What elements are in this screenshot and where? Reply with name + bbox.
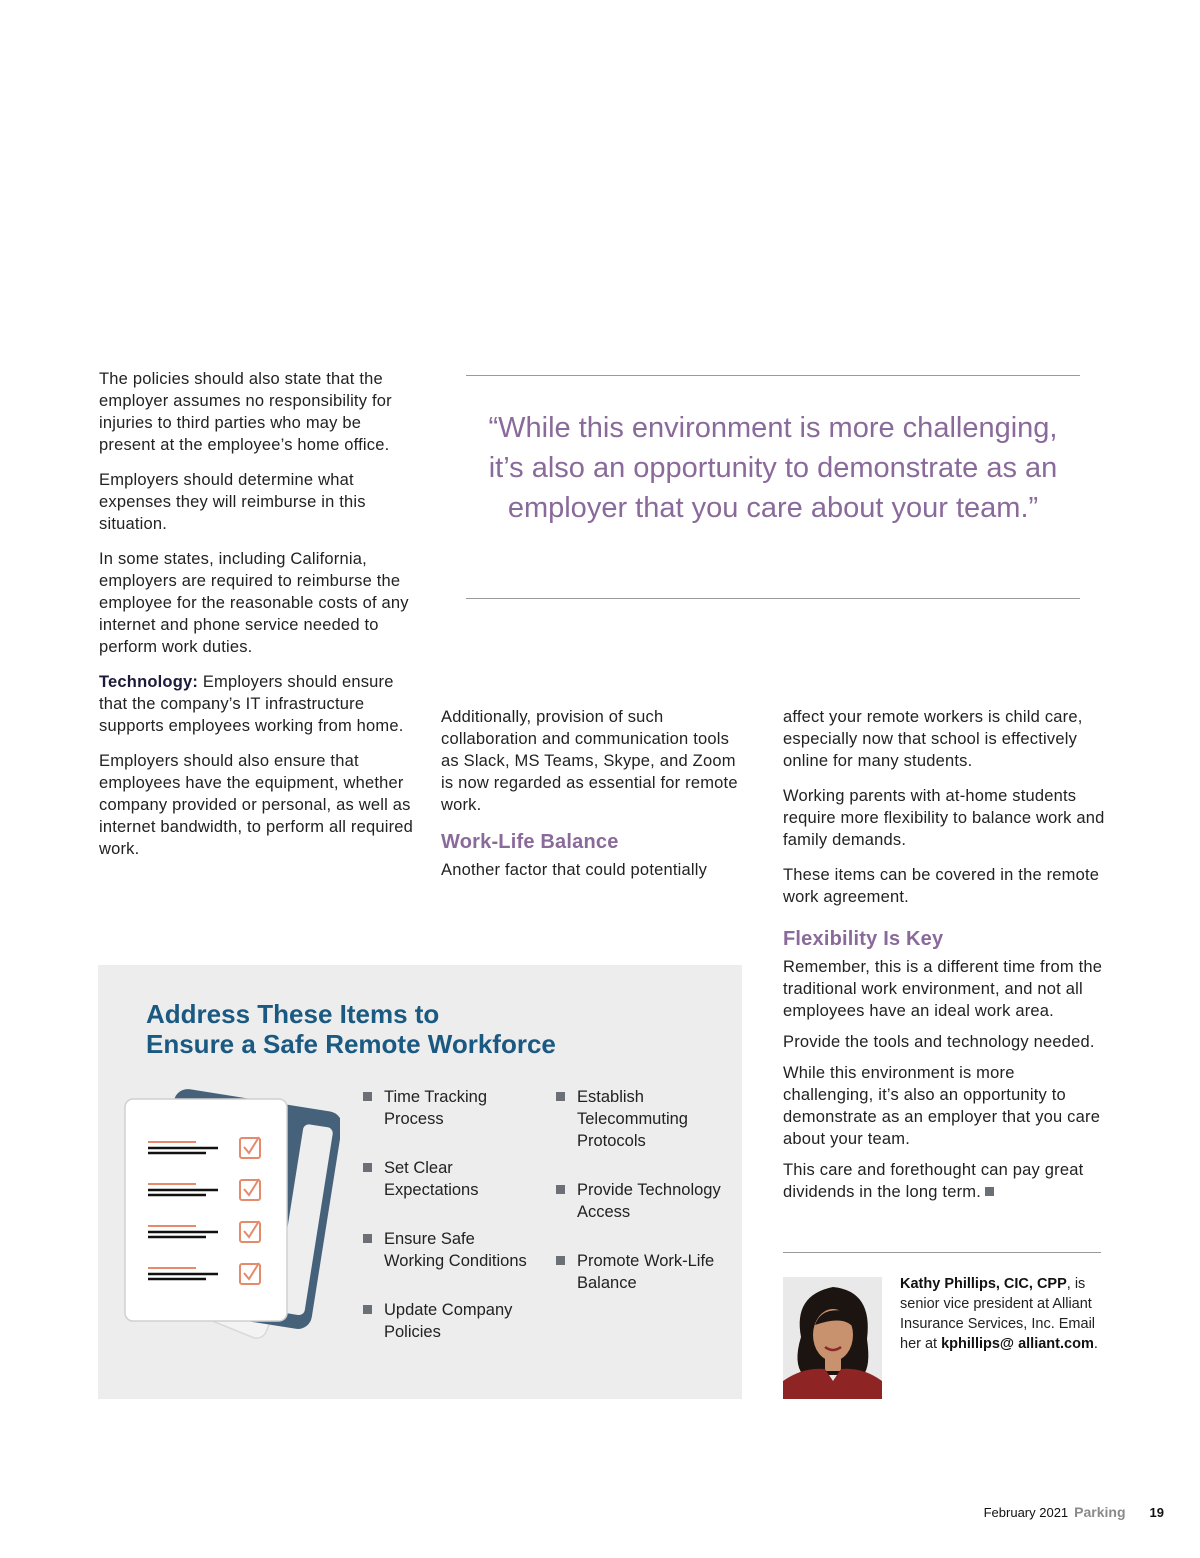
bullet-square-icon [556, 1256, 565, 1265]
section-heading: Work-Life Balance [441, 831, 619, 853]
pull-quote-text: “While this environment is more challenging, it’s also an opportunity to demonstrate as an employer that you care about your team.” [488, 412, 1058, 524]
sidebar-title-line: Address These Items to [146, 999, 440, 1029]
paragraph: Employers should determine what expenses they will reimburse in this situation. [99, 471, 366, 533]
paragraph: affect your remote workers is child care, especially now that school is effectively online for many students. [783, 708, 1083, 770]
checklist-item: Provide Technology Access [554, 1179, 729, 1223]
page-footer [984, 1503, 1164, 1522]
magazine-name: Parking [1074, 1504, 1126, 1520]
sidebar-box [98, 965, 742, 1399]
article-column-2 [441, 706, 741, 894]
paragraph: Remember, this is a different time from the traditional work environment, and not all employees have an ideal work area. [783, 958, 1103, 1020]
section-heading: Flexibility Is Key [783, 928, 944, 950]
paragraph: In some states, including California, employers are required to reimburse the employee for the reasonable costs of any internet and phone service needed to perform work duties. [99, 550, 409, 656]
paragraph: Another factor that could potentially [441, 861, 708, 879]
checklist-item: Promote Work-Life Balance [554, 1250, 729, 1294]
paragraph: Additionally, provision of such collaboration and communication tools as Slack, MS Teams, Skype, and Zoom is now regarded as essential for remote work. [441, 708, 738, 814]
paragraph-text: This care and forethought can pay great dividends in the long term. [783, 1161, 1084, 1201]
article-column-3 [783, 706, 1108, 1216]
sidebar-title-line: Ensure a Safe Remote Workforce [146, 1029, 556, 1059]
paragraph: Provide the tools and technology needed. [783, 1033, 1095, 1051]
bullet-square-icon [363, 1234, 372, 1243]
page-number: 19 [1149, 1505, 1164, 1520]
paragraph: These items can be covered in the remote work agreement. [783, 866, 1100, 906]
paragraph: Employers should also ensure that employees have the equipment, whether company provided or personal, as well as internet bandwidth, to perform all required work. [99, 752, 414, 858]
checklist-item: Time Tracking Process [361, 1086, 536, 1130]
pull-quote [466, 375, 1080, 599]
article-column-1 [99, 368, 419, 873]
author-photo [783, 1277, 882, 1399]
author-name: Kathy Phillips, CIC, CPP [900, 1276, 1067, 1292]
issue-date: February 2021 [983, 1505, 1069, 1520]
bullet-square-icon [363, 1305, 372, 1314]
end-mark-icon [985, 1187, 994, 1196]
paragraph-text: Employers should ensure that the company’s IT infrastructure supports employees working from home. [99, 673, 404, 735]
bullet-square-icon [363, 1092, 372, 1101]
byline-divider [783, 1252, 1101, 1253]
checklist-item: Set Clear Expectations [361, 1157, 536, 1201]
checklist-item: Update Company Policies [361, 1299, 536, 1343]
checklist-item: Ensure Safe Working Conditions [361, 1228, 536, 1272]
bullet-square-icon [556, 1092, 565, 1101]
paragraph [783, 1159, 1108, 1203]
checklist-item: Establish Telecommuting Protocols [554, 1086, 729, 1152]
author-bio: Kathy Phillips, CIC, CPP, is senior vice president at Alliant Insurance Services, Inc. Email her at kphillips@ alliant.com. [900, 1276, 1098, 1352]
paragraph: While this environment is more challenging, it’s also an opportunity to demonstrate as an employer that you care about your team. [783, 1064, 1101, 1148]
paragraph [99, 671, 419, 737]
bullet-square-icon [556, 1185, 565, 1194]
paragraph: The policies should also state that the employer assumes no responsibility for injuries to third parties who may be present at the employee’s home office. [99, 370, 392, 454]
run-in-heading: Technology: [99, 673, 199, 691]
paragraph: Working parents with at-home students require more flexibility to balance work and family demands. [783, 787, 1105, 849]
checklist-right [554, 1086, 729, 1321]
checklist-left [361, 1086, 536, 1370]
sidebar-title [146, 999, 706, 1059]
bullet-square-icon [363, 1163, 372, 1172]
clipboard-checklist-icon [100, 1077, 340, 1347]
author-email: kphillips@ alliant.com [941, 1336, 1094, 1352]
